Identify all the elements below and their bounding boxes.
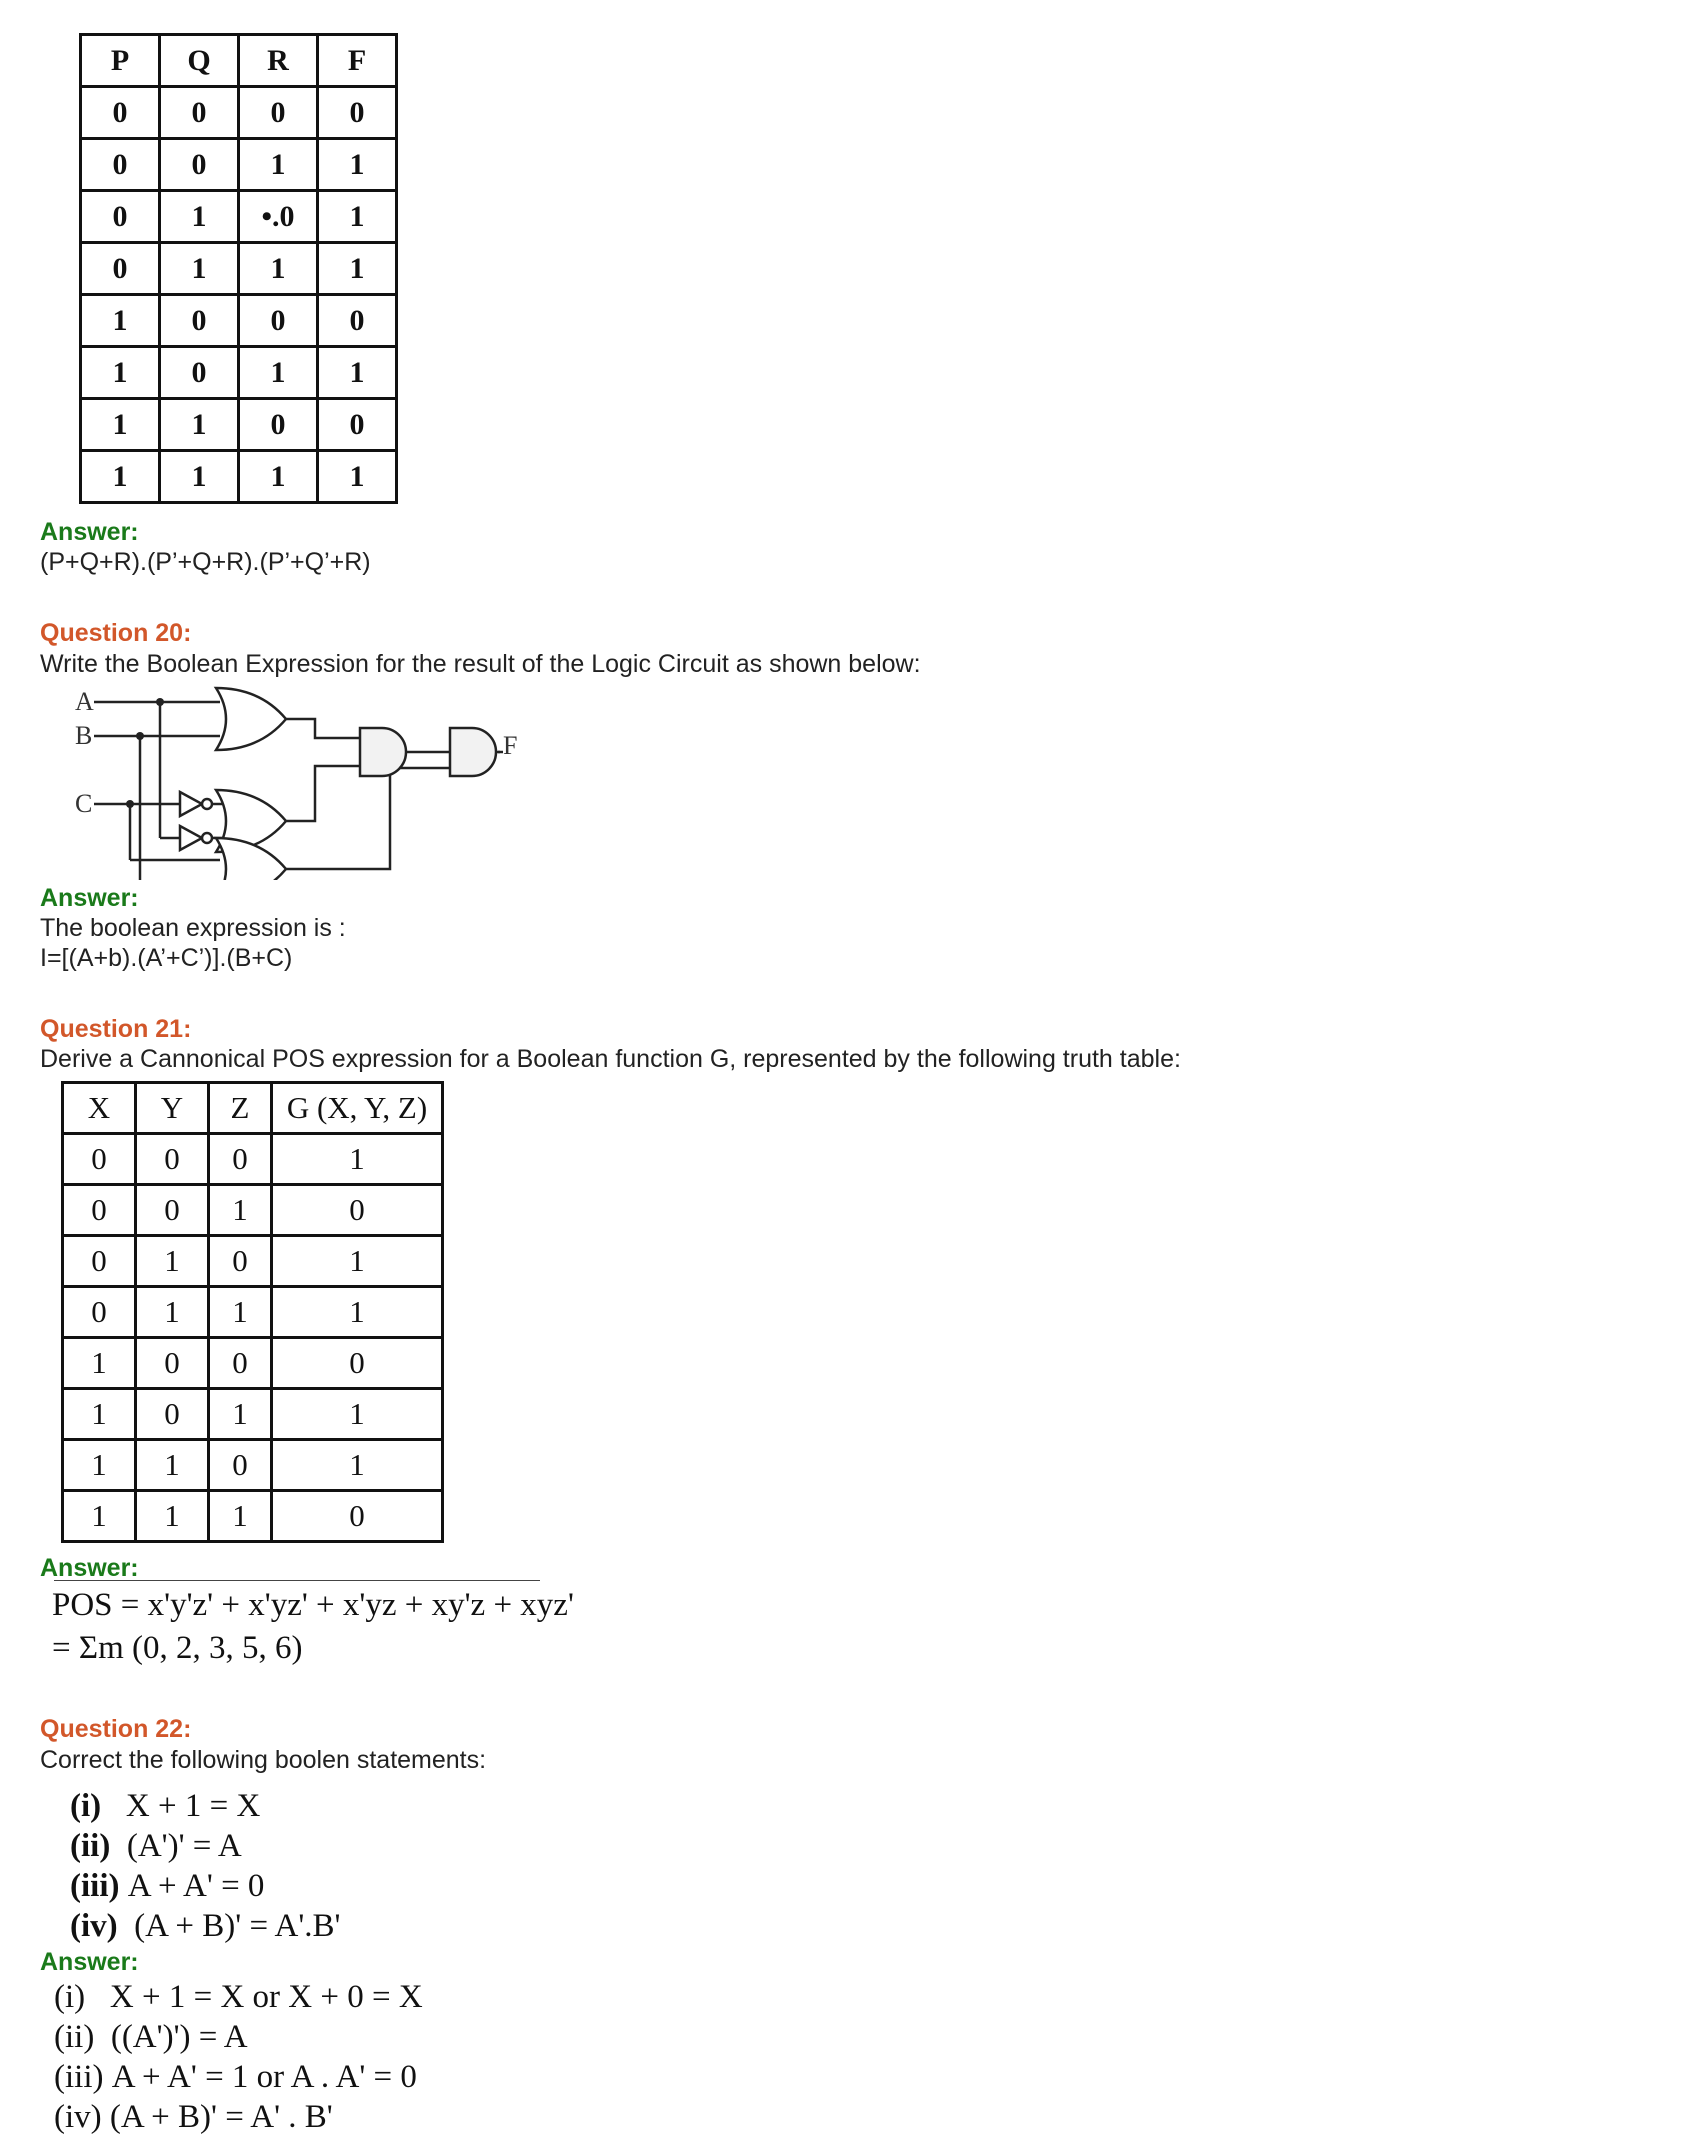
statement-expression: (A')' = A	[126, 1828, 242, 1864]
table-row	[63, 1185, 443, 1236]
table-cell: 1	[81, 399, 160, 451]
statement-expression: (A + B)' = A'.B'	[134, 1908, 341, 1944]
table-row	[63, 1389, 443, 1440]
table-cell: 1	[63, 1440, 136, 1491]
table-row	[63, 1338, 443, 1389]
table-row	[81, 139, 397, 191]
table-cell: 0	[160, 295, 239, 347]
table-cell: 1	[239, 243, 318, 295]
table-cell: 1	[272, 1440, 443, 1491]
statement-number: (iii)	[70, 1868, 120, 1904]
table-row	[81, 243, 397, 295]
table-header-cell: R	[239, 35, 318, 87]
junction-dot	[126, 800, 134, 808]
table-cell: •.0	[239, 191, 318, 243]
table-cell: 0	[209, 1440, 272, 1491]
statement-expression: A + A' = 0	[127, 1868, 265, 1904]
table-cell: 0	[63, 1134, 136, 1185]
or-gate-3	[216, 838, 286, 880]
question-statement-list	[70, 1786, 341, 1946]
statement-number: (iv)	[54, 2099, 102, 2135]
table-cell: 1	[136, 1491, 209, 1542]
table-cell: 1	[136, 1440, 209, 1491]
table-header-cell: Q	[160, 35, 239, 87]
question-text: Correct the following boolen statements:	[40, 1746, 487, 1774]
table-cell: 0	[272, 1338, 443, 1389]
wire-or2-and1	[286, 766, 360, 821]
table-cell: 0	[318, 295, 397, 347]
table-cell: 0	[63, 1185, 136, 1236]
table-cell: 0	[81, 243, 160, 295]
table-row	[63, 1236, 443, 1287]
input-label-b: B	[75, 721, 93, 750]
table-row	[81, 451, 397, 503]
table-cell: 1	[318, 243, 397, 295]
table-row	[81, 347, 397, 399]
table-header-cell: Z	[209, 1083, 272, 1134]
answer-expression: (P+Q+R).(P’+Q+R).(P’+Q’+R)	[40, 548, 371, 576]
table-header-cell: X	[63, 1083, 136, 1134]
table-cell: 0	[136, 1389, 209, 1440]
table-row	[63, 1440, 443, 1491]
statement-expression: X + 1 = X or X + 0 = X	[109, 1979, 423, 2015]
table-row	[81, 295, 397, 347]
table-header-row	[81, 35, 397, 87]
logic-circuit-diagram	[60, 680, 540, 880]
statement-expression: A + A' = 1 or A . A' = 0	[111, 2059, 417, 2095]
statement-expression: (A + B)' = A' . B'	[109, 2099, 333, 2135]
or-gate-1	[216, 688, 286, 750]
statement-expression: ((A')') = A	[110, 2019, 248, 2055]
answer-label: Answer:	[40, 1948, 139, 1976]
statement-number: (ii)	[54, 2019, 95, 2055]
table-header-cell: F	[318, 35, 397, 87]
table-cell: 0	[63, 1236, 136, 1287]
table-row	[63, 1134, 443, 1185]
table-row	[81, 399, 397, 451]
table-cell: 0	[209, 1338, 272, 1389]
table-cell: 1	[239, 451, 318, 503]
table-cell: 0	[81, 87, 160, 139]
table-cell: 1	[63, 1491, 136, 1542]
not-gate	[180, 792, 202, 816]
table-cell: 0	[136, 1134, 209, 1185]
table-cell: 1	[318, 191, 397, 243]
table-cell: 1	[209, 1287, 272, 1338]
question-text: Derive a Cannonical POS expression for a Boolean function G, represented by the following truth table:	[40, 1045, 1181, 1073]
table-cell: 1	[81, 451, 160, 503]
wire-or3-and2	[286, 768, 450, 869]
table-cell: 1	[63, 1389, 136, 1440]
table-row	[81, 87, 397, 139]
divider	[54, 1580, 540, 1581]
table-cell: 0	[272, 1185, 443, 1236]
wire-or1-and1	[286, 719, 360, 738]
table-cell: 0	[160, 87, 239, 139]
table-cell: 1	[81, 295, 160, 347]
junction-dot	[136, 732, 144, 740]
table-cell: 1	[318, 451, 397, 503]
table-cell: 0	[239, 87, 318, 139]
answer-label: Answer:	[40, 884, 139, 912]
statement-number: (ii)	[70, 1828, 111, 1864]
question-label: Question 21:	[40, 1015, 192, 1043]
answer-label: Answer:	[40, 1554, 139, 1582]
answer-statement-list	[54, 1977, 423, 2137]
table-cell: 1	[272, 1134, 443, 1185]
table-cell: 1	[160, 451, 239, 503]
answer-expression: I=[(A+b).(A’+C’)].(B+C)	[40, 944, 293, 972]
table-cell: 1	[136, 1236, 209, 1287]
truth-table-xyzg	[61, 1081, 444, 1543]
table-cell: 1	[272, 1389, 443, 1440]
not-bubble	[202, 833, 212, 843]
table-cell: 1	[81, 347, 160, 399]
junction-dot	[156, 698, 164, 706]
statement-expression: X + 1 = X	[125, 1788, 261, 1824]
table-cell: 0	[318, 87, 397, 139]
table-cell: 1	[272, 1236, 443, 1287]
table-cell: 0	[209, 1134, 272, 1185]
table-cell: 1	[209, 1491, 272, 1542]
table-cell: 1	[318, 347, 397, 399]
table-header-row	[63, 1083, 443, 1134]
table-cell: 0	[272, 1491, 443, 1542]
table-cell: 0	[209, 1236, 272, 1287]
and-gate-2	[450, 728, 496, 776]
table-row	[81, 191, 397, 243]
answer-line: The boolean expression is :	[40, 914, 346, 942]
table-cell: 0	[160, 139, 239, 191]
table-cell: 1	[239, 347, 318, 399]
answer-minterm-expression: = Σm (0, 2, 3, 5, 6)	[52, 1630, 303, 1666]
not-bubble	[202, 799, 212, 809]
table-cell: 1	[209, 1185, 272, 1236]
table-cell: 1	[209, 1389, 272, 1440]
table-cell: 0	[81, 139, 160, 191]
table-cell: 1	[63, 1338, 136, 1389]
table-row	[63, 1491, 443, 1542]
table-header-cell: G (X, Y, Z)	[272, 1083, 443, 1134]
table-header-cell: Y	[136, 1083, 209, 1134]
table-cell: 1	[136, 1287, 209, 1338]
truth-table-pqrf	[79, 33, 398, 504]
statement-number: (iii)	[54, 2059, 104, 2095]
not-gate	[180, 826, 202, 850]
statement-number: (iv)	[70, 1908, 118, 1944]
question-label: Question 20:	[40, 619, 192, 647]
table-cell: 1	[160, 191, 239, 243]
output-label-f: F	[503, 731, 518, 760]
table-cell: 0	[136, 1338, 209, 1389]
table-cell: 1	[160, 399, 239, 451]
question-text: Write the Boolean Expression for the result of the Logic Circuit as shown below:	[40, 650, 921, 678]
table-cell: 0	[239, 295, 318, 347]
table-row	[63, 1287, 443, 1338]
table-header-cell: P	[81, 35, 160, 87]
and-gate-1	[360, 728, 406, 776]
statement-number: (i)	[70, 1788, 102, 1824]
table-cell: 0	[81, 191, 160, 243]
answer-label: Answer:	[40, 518, 139, 546]
question-label: Question 22:	[40, 1715, 192, 1743]
table-cell: 0	[136, 1185, 209, 1236]
table-cell: 0	[239, 399, 318, 451]
input-label-c: C	[75, 789, 93, 818]
answer-pos-expression: POS = x'y'z' + x'yz' + x'yz + xy'z + xyz'	[52, 1587, 574, 1623]
table-cell: 1	[160, 243, 239, 295]
table-cell: 1	[239, 139, 318, 191]
table-cell: 0	[63, 1287, 136, 1338]
table-cell: 1	[318, 139, 397, 191]
input-label-a: A	[75, 687, 94, 716]
table-cell: 1	[272, 1287, 443, 1338]
table-cell: 0	[318, 399, 397, 451]
statement-number: (i)	[54, 1979, 86, 2015]
table-cell: 0	[160, 347, 239, 399]
